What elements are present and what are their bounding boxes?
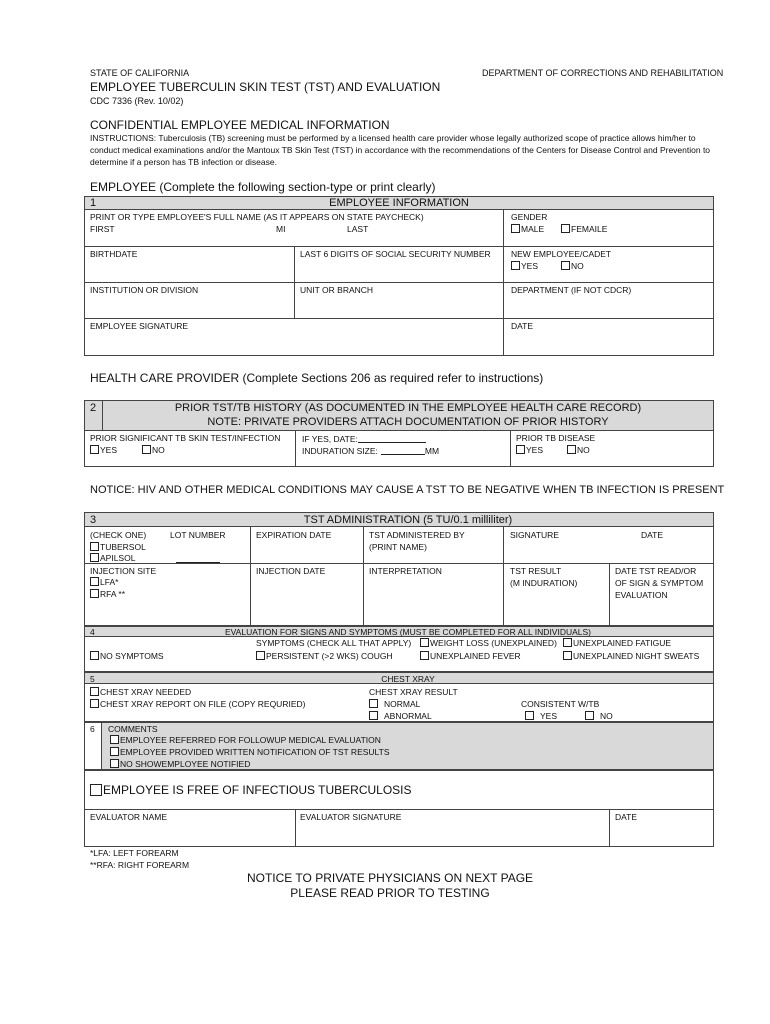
section-2-title-2: NOTE: PRIVATE PROVIDERS ATTACH DOCUMENTATION OF PRIOR HISTORY	[207, 416, 609, 428]
cough-option[interactable]: PERSISTENT (>2 WKS) COUGH	[256, 651, 393, 661]
form-number: CDC 7336 (Rev. 10/02)	[90, 96, 184, 106]
no-show-checkbox[interactable]	[110, 759, 119, 768]
lot-number-line[interactable]	[176, 552, 220, 563]
fatigue-checkbox[interactable]	[563, 638, 572, 647]
lfa-option[interactable]: LFA*	[90, 577, 118, 587]
interpretation-field[interactable]: INTERPRETATION	[369, 566, 442, 576]
section-1-number: 1	[90, 197, 97, 209]
employee-heading: EMPLOYEE (Complete the following section-type or print clearly)	[90, 180, 436, 194]
section-3-date-field[interactable]: DATE	[641, 530, 664, 540]
section-5-title: CHEST XRAY	[381, 674, 435, 684]
new-employee-no-checkbox[interactable]	[561, 261, 570, 270]
footnote-rfa: **RFA: RIGHT FOREARM	[90, 860, 190, 870]
section-2-number: 2	[90, 402, 97, 414]
expiration-date-field[interactable]: EXPIRATION DATE	[256, 530, 332, 540]
fever-option[interactable]: UNEXPLAINED FEVER	[420, 651, 521, 661]
fever-checkbox[interactable]	[420, 651, 429, 660]
employee-signature-field[interactable]: EMPLOYEE SIGNATURE	[90, 321, 189, 331]
fatigue-option[interactable]: UNEXPLAINED FATIGUE	[563, 638, 671, 648]
xray-result-label: CHEST XRAY RESULT	[369, 687, 458, 697]
prior-tst-no-checkbox[interactable]	[142, 445, 151, 454]
state-label: STATE OF CALIFORNIA	[90, 68, 190, 78]
xray-needed-checkbox[interactable]	[90, 687, 99, 696]
evaluator-name-field[interactable]: EVALUATOR NAME	[90, 812, 167, 822]
night-sweats-option[interactable]: UNEXPLAINED NIGHT SWEATS	[563, 651, 699, 661]
symptoms-label: SYMPTOMS (CHECK ALL THAT APPLY)	[256, 638, 412, 648]
weight-loss-checkbox[interactable]	[420, 638, 429, 647]
last-name-field[interactable]: LAST	[347, 224, 369, 234]
prior-tst-yes-checkbox[interactable]	[90, 445, 99, 454]
date-read-label-2: OF SIGN & SYMPTOM	[615, 578, 704, 588]
section-6-number: 6	[90, 724, 95, 734]
xray-on-file-option[interactable]: CHEST XRAY REPORT ON FILE (COPY REQURIED)	[90, 699, 305, 709]
prior-tb-no-checkbox[interactable]	[567, 445, 576, 454]
new-employee-label: NEW EMPLOYEE/CADET	[511, 249, 612, 259]
evaluator-signature-field[interactable]: EVALUATOR SIGNATURE	[300, 812, 402, 822]
section-4-number: 4	[90, 627, 95, 637]
xray-normal-checkbox[interactable]	[369, 699, 378, 708]
section-4-title: EVALUATION FOR SIGNS AND SYMPTOMS (MUST BE COMPLETED FOR ALL INDIVIDUALS)	[224, 627, 592, 637]
administered-by-label-2: (PRINT NAME)	[369, 542, 427, 552]
prior-tst-no[interactable]: NO	[142, 445, 165, 455]
referred-checkbox[interactable]	[110, 735, 119, 744]
private-physicians-notice: NOTICE TO PRIVATE PHYSICIANS ON NEXT PAGE	[246, 871, 534, 885]
xray-on-file-checkbox[interactable]	[90, 699, 99, 708]
prior-tb-no[interactable]: NO	[567, 445, 590, 455]
free-of-tb-checkbox[interactable]	[90, 784, 102, 796]
check-one-label: (CHECK ONE)	[90, 530, 147, 540]
administered-by-label-1: TST ADMINISTERED BY	[369, 530, 465, 540]
consistent-no-checkbox[interactable]	[585, 711, 594, 720]
xray-abnormal-checkbox[interactable]	[369, 711, 378, 720]
section-5-number: 5	[90, 674, 95, 684]
female-checkbox[interactable]	[561, 224, 570, 233]
department-field[interactable]: DEPARTMENT (IF NOT CDCR)	[511, 285, 632, 295]
read-prior-notice: PLEASE READ PRIOR TO TESTING	[290, 886, 490, 900]
rfa-option[interactable]: RFA **	[90, 589, 125, 599]
gender-label: GENDER	[511, 212, 548, 222]
male-checkbox[interactable]	[511, 224, 520, 233]
section-3-title: TST ADMINISTRATION (5 TU/0.1 milliliter)	[303, 514, 513, 526]
instructions-line-1: INSTRUCTIONS: Tuberculosis (TB) screening must be performed by a licensed health care provider whose legally authorized scope of practice allows him/her to	[90, 133, 696, 143]
consistent-no-option[interactable]: NO	[585, 711, 613, 721]
prior-tb-label: PRIOR TB DISEASE	[516, 433, 596, 443]
new-employee-yes-checkbox[interactable]	[511, 261, 520, 270]
new-employee-no[interactable]: NO	[561, 261, 584, 271]
lot-number-label: LOT NUMBER	[170, 530, 226, 540]
weight-loss-option[interactable]: WEIGHT LOSS (UNEXPLAINED)	[420, 638, 557, 648]
prior-tb-yes[interactable]: YES	[516, 445, 543, 455]
consistent-yes-checkbox[interactable]	[525, 711, 534, 720]
prior-tb-yes-checkbox[interactable]	[516, 445, 525, 454]
no-show-option[interactable]: NO SHOWEMPLOYEE NOTIFIED	[110, 759, 250, 769]
employee-date-field[interactable]: DATE	[511, 321, 534, 331]
instructions-line-3: determine if a person has TB infection or disease.	[90, 157, 277, 167]
birthdate-field[interactable]: BIRTHDATE	[90, 249, 138, 259]
first-name-field[interactable]: FIRST	[90, 224, 115, 234]
form-title: EMPLOYEE TUBERCULIN SKIN TEST (TST) AND EVALUATION	[90, 80, 441, 94]
induration-size-field[interactable]: INDURATION SIZE: MM	[302, 446, 440, 456]
date-read-label-3: EVALUATION	[615, 590, 668, 600]
section-3-signature-field[interactable]: SIGNATURE	[510, 530, 559, 540]
injection-site-label: INJECTION SITE	[90, 566, 157, 576]
no-symptoms-option[interactable]: NO SYMPTOMS	[90, 651, 164, 661]
ssn-field[interactable]: LAST 6 DIGITS OF SOCIAL SECURITY NUMBER	[300, 249, 491, 259]
rfa-checkbox[interactable]	[90, 589, 99, 598]
injection-date-field[interactable]: INJECTION DATE	[256, 566, 326, 576]
tst-result-label-1: TST RESULT	[510, 566, 562, 576]
gender-male-option[interactable]: MALE	[511, 224, 544, 234]
xray-needed-option[interactable]: CHEST XRAY NEEDED	[90, 687, 191, 697]
comments-label: COMMENTS	[108, 724, 158, 734]
apilsol-checkbox[interactable]	[90, 553, 99, 562]
notified-option[interactable]: EMPLOYEE PROVIDED WRITTEN NOTIFICATION OF TST RESULTS	[110, 747, 390, 757]
tubersol-option[interactable]: TUBERSOL	[90, 542, 146, 552]
apilsol-option[interactable]: APILSOL	[90, 553, 135, 563]
lfa-checkbox[interactable]	[90, 577, 99, 586]
instructions-line-2: conduct medical examinations and/or the Mantoux TB Skin Test (TST) in accordance with the recommendations of the Centers for Disease Control and Prevention to	[90, 145, 711, 155]
institution-field[interactable]: INSTITUTION OR DIVISION	[90, 285, 199, 295]
tst-result-label-2: (M INDURATION)	[510, 578, 578, 588]
footnote-lfa: *LFA: LEFT FOREARM	[90, 848, 179, 858]
cough-checkbox[interactable]	[256, 651, 265, 660]
tubersol-checkbox[interactable]	[90, 542, 99, 551]
notified-checkbox[interactable]	[110, 747, 119, 756]
provider-heading: HEALTH CARE PROVIDER (Complete Sections 206 as required refer to instructions)	[90, 371, 544, 385]
section-2-title-1: PRIOR TST/TB HISTORY (AS DOCUMENTED IN THE EMPLOYEE HEALTH CARE RECORD)	[174, 402, 642, 414]
full-name-label: PRINT OR TYPE EMPLOYEE'S FULL NAME (AS IT APPEARS ON STATE PAYCHECK)	[90, 212, 424, 222]
date-read-label-1: DATE TST READ/OR	[615, 566, 697, 576]
section-3-number: 3	[90, 514, 97, 526]
gender-female-option[interactable]: FEMAILE	[561, 224, 607, 234]
confidential-heading: CONFIDENTIAL EMPLOYEE MEDICAL INFORMATION	[90, 118, 390, 132]
prior-tst-yes[interactable]: YES	[90, 445, 117, 455]
department-label: DEPARTMENT OF CORRECTIONS AND REHABILITATION	[482, 68, 724, 78]
hiv-notice: NOTICE: HIV AND OTHER MEDICAL CONDITIONS MAY CAUSE A TST TO BE NEGATIVE WHEN TB INFECTION IS PRESENT	[90, 484, 725, 496]
night-sweats-checkbox[interactable]	[563, 651, 572, 660]
if-yes-date-field[interactable]: IF YES, DATE:	[302, 433, 426, 444]
new-employee-yes[interactable]: YES	[511, 261, 538, 271]
consistent-yes-option[interactable]: YES	[525, 711, 557, 721]
section-1-title: EMPLOYEE INFORMATION	[329, 197, 469, 209]
evaluator-date-field[interactable]: DATE	[615, 812, 638, 822]
no-symptoms-checkbox[interactable]	[90, 651, 99, 660]
consistent-tb-label: CONSISTENT W/TB	[521, 699, 600, 709]
referred-option[interactable]: EMPLOYEE REFERRED FOR FOLLOWUP MEDICAL EVALUATION	[110, 735, 381, 745]
xray-normal-option[interactable]: NORMAL	[369, 699, 420, 709]
xray-abnormal-option[interactable]: ABNORMAL	[369, 711, 432, 721]
mi-field[interactable]: MI	[276, 224, 286, 234]
free-of-tb-option[interactable]: EMPLOYEE IS FREE OF INFECTIOUS TUBERCULOSIS	[90, 783, 412, 797]
unit-field[interactable]: UNIT OR BRANCH	[300, 285, 374, 295]
prior-tst-label: PRIOR SIGNIFICANT TB SKIN TEST/INFECTION	[90, 433, 281, 443]
